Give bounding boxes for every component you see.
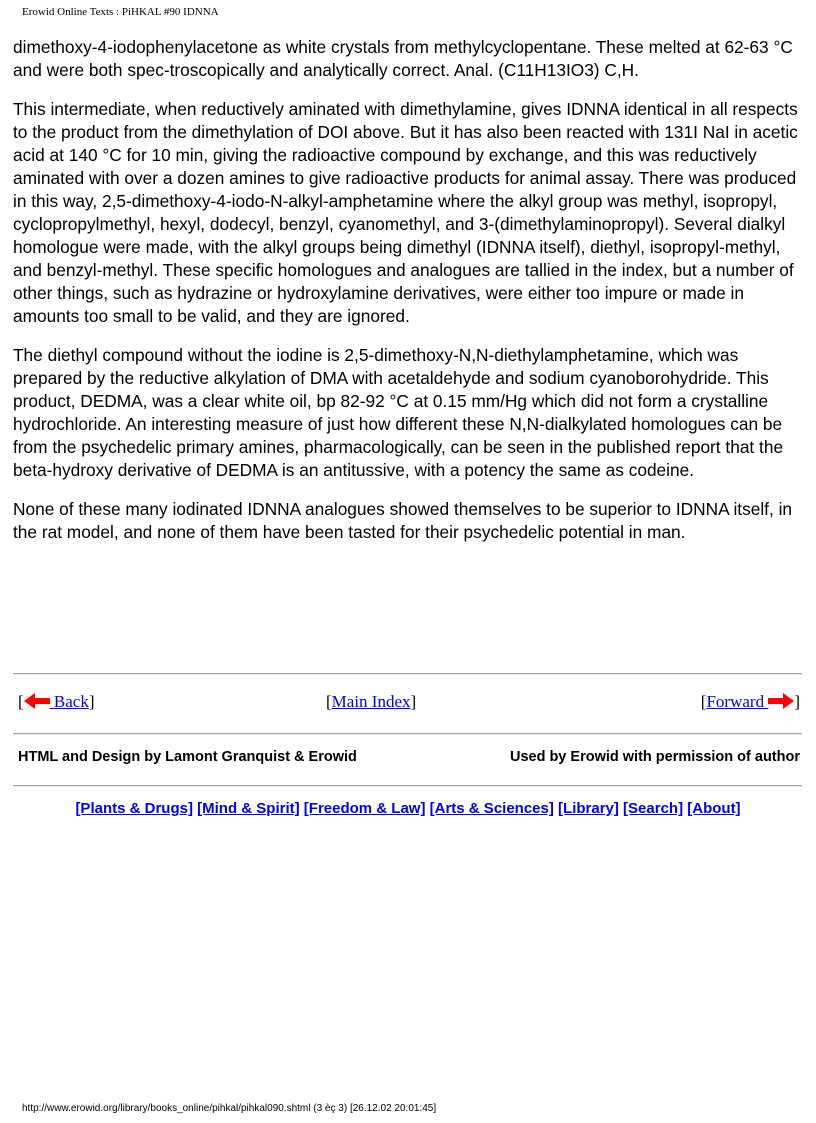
paragraph-2: This intermediate, when reductively aminated with dimethylamine, gives IDNNA identical in all respects to the product from the dimethylation of DOI above. But it has also been reacted with 131I NaI in acetic acid at 140 °C for 10 min, giving the radioactive compound by exchange, and this was reductively aminated with over a dozen amines to give radioactive products for animal assay. There was produced in this way, 2,5-dimethoxy-4-iodo-N-alkyl-amphetamine where the alkyl group was methyl, isopropyl, cyclopropylmethyl, hexyl, dodecyl, benzyl, cyanomethyl, and 3-(dimethylaminopropyl). Several dialkyl homologue were made, with the alkyl groups being dimethyl (IDNNA itself), diethyl, isopropyl-methyl, and benzyl-methyl. These specific homologues and analogues are tallied in the index, but a number of other things, such as hydrazine or hydroxylamine derivatives, were either too impure or made in amounts too small to be valid, and they are ignored. <box>13 99 798 326</box>
footer-link-about[interactable]: [About] <box>687 800 741 817</box>
footer-link-mind-spirit[interactable]: [Mind & Spirit] <box>197 800 300 817</box>
page-navigation <box>18 690 800 716</box>
print-header: Erowid Online Texts : PiHKAL #90 IDNNA <box>22 6 219 18</box>
article-body <box>13 36 803 560</box>
bracket: [ <box>700 692 707 711</box>
forward-label: Forward <box>706 692 769 711</box>
footer-link-search[interactable]: [Search] <box>623 800 684 817</box>
bracket: [ <box>326 692 332 711</box>
divider-top <box>13 673 802 675</box>
divider-bottom <box>13 785 802 787</box>
back-link[interactable] <box>24 692 89 711</box>
footer-link-arts-sciences[interactable]: [Arts & Sciences] <box>429 800 554 817</box>
bracket: ] <box>410 692 417 711</box>
footer-link-plants-drugs[interactable]: [Plants & Drugs] <box>75 800 193 817</box>
right-arrow-icon <box>768 693 794 709</box>
divider-middle <box>13 733 802 735</box>
bracket: ] <box>88 692 95 711</box>
bracket: ] <box>794 692 800 711</box>
paragraph-1: dimethoxy-4-iodophenylacetone as white crystals from methylcyclopentane. These melted at 62-63 °C and were both spec-troscopically and analytically correct. Anal. (C11H13IO3) C,H. <box>13 37 793 80</box>
footer-link-freedom-law[interactable]: [Freedom & Law] <box>303 800 426 817</box>
bracket: [ <box>18 692 24 711</box>
credits-permission: Used by Erowid with permission of author <box>509 749 800 765</box>
footer-link-library[interactable]: [Library] <box>558 800 619 817</box>
main-index-nav <box>326 692 416 712</box>
credits-row <box>18 749 800 771</box>
main-index-link[interactable]: Main Index <box>331 692 411 711</box>
footer-links <box>0 800 816 817</box>
left-arrow-icon <box>24 693 50 709</box>
print-footer: http://www.erowid.org/library/books_online/pihkal/pihkal090.shtml (3 èç 3) [26.12.02 20:01:45] <box>22 1103 437 1114</box>
paragraph-4: None of these many iodinated IDNNA analogues showed themselves to be superior to IDNNA itself, in the rat model, and none of them have been tasted for their psychedelic potential in man. <box>13 499 793 542</box>
forward-link[interactable] <box>706 692 794 711</box>
paragraph-3: The diethyl compound without the iodine is 2,5-dimethoxy-N,N-diethylamphetamine, which was prepared by the reductive alkylation of DMA with acetaldehyde and sodium cyanoborohydride. This product, DEDMA, was a clear white oil, bp 82-92 °C at 0.15 mm/Hg which did not form a crystalline hydrochloride. An interesting measure of just how different these N,N-dialkylated homologues can be from the psychedelic primary amines, pharmacologically, can be seen in the published report that the beta-hydroxy derivative of DEDMA is an antitussive, with a potency the same as codeine. <box>13 345 784 480</box>
back-label: Back <box>49 692 89 711</box>
credits-design: HTML and Design by Lamont Granquist & Erowid <box>18 749 357 765</box>
forward-nav <box>701 692 800 712</box>
back-nav <box>18 692 95 712</box>
